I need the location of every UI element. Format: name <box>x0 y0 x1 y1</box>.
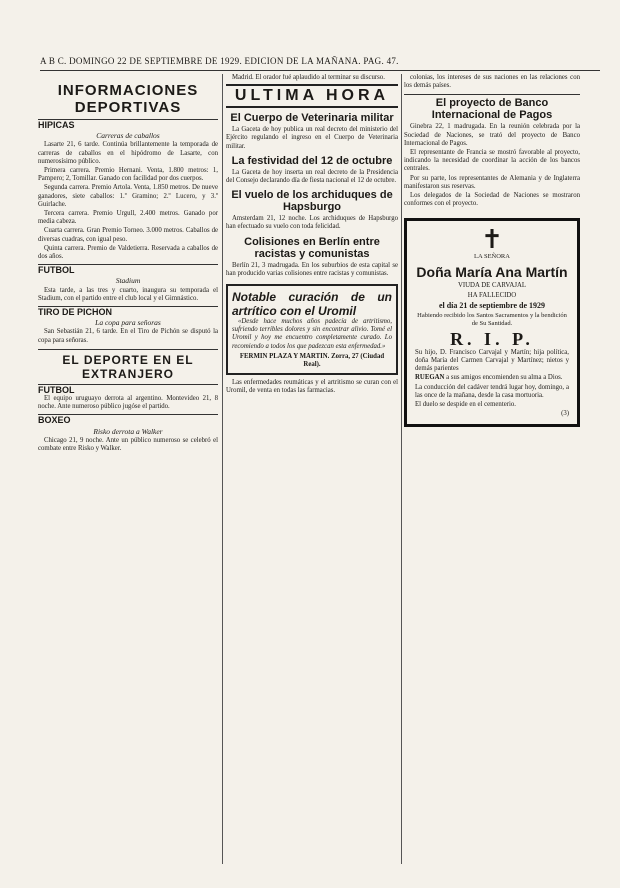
obit-la-senora: LA SEÑORA <box>474 253 510 261</box>
vuelo-heading: El vuelo de los archiduques de Hapsburgo <box>231 189 393 214</box>
ad-signature: FERMIN PLAZA Y MARTIN. Zorra, 27 (Ciudad Real). <box>239 352 385 369</box>
article-paragraph: La Gaceta de hoy inserta un real decreto de la Presidencia del Consejo declarando día de fiesta nacional el 12 de octubre. <box>226 168 398 185</box>
obit-date: el día 21 de septiembre de 1929 <box>438 301 546 311</box>
article-paragraph: La Gaceta de hoy publica un real decreto del ministerio del Ejército regulando el ingreso en el Cuerpo de Veterinaria militar. <box>226 126 398 150</box>
tiro-heading: TIRO DE PICHON <box>38 306 218 316</box>
boxeo-heading: BOXEO <box>38 414 218 424</box>
ad-text: «Desde hace muchos años padecía de artritismo, sufriendo terribles dolores y sin encontrar alivio. Tomé el Uromil y hoy me encuentro completamente curado. Lo recomiendo a todos los que padezcan esta enfermedad.» <box>232 318 392 350</box>
obit-sacramentos: Habiendo recibido los Santos Sacramentos y la bendición de Su Santidad. <box>417 312 567 328</box>
hipicas-heading: HIPICAS <box>38 119 218 129</box>
festividad-heading: La festividad del 12 de octubre <box>231 154 393 167</box>
article-paragraph: Chicago 21, 9 noche. Ante un público numeroso se celebró el combate entre Risko y Walker. <box>38 436 218 453</box>
obit-rip: R. I. P. <box>450 328 534 349</box>
cross-icon: ✝ <box>481 225 503 255</box>
colisiones-heading: Colisiones en Berlín entre racistas y comunistas <box>244 235 380 260</box>
obituary-box <box>404 218 580 427</box>
article-paragraph: Por su parte, los representantes de Alemania y de Inglaterra manifestaron sus reservas. <box>404 174 580 190</box>
futbol-subheading: Stadium <box>115 276 141 286</box>
column-2 <box>226 74 398 874</box>
extranjero-title: EL DEPORTE EN EL EXTRANJERO <box>38 349 218 381</box>
column-1 <box>38 74 218 874</box>
article-paragraph: Tercera carrera. Premio Urgull, 2.400 metros. Ganado por media cabeza. <box>38 210 218 226</box>
obit-details: La conducción del cadáver tendrá lugar hoy, domingo, a las once de la mañana, desde la casa mortuoria. <box>415 383 569 399</box>
article-paragraph: Los delegados de la Sociedad de Naciones se mostraron conformes con el proyecto. <box>404 192 580 208</box>
article-paragraph: Segunda carrera. Premio Artola. Venta, 1.850 metros. De nueve ganadores, siete caballos: 1.º Gramino; 2.º Lucero, y 3.º Guirlache. <box>38 184 218 208</box>
obit-duelo: El duelo se despide en el cementerio. <box>415 401 516 409</box>
obit-code: (3) <box>561 410 569 418</box>
article-paragraph: Esta tarde, a las tres y cuarto, inaugura su temporada el Stadium, con el partido entre el club local y el Gimnástico. <box>38 286 218 302</box>
obit-family: Su hijo, D. Francisco Carvajal y Martín; hija política, doña María del Carmen Carvajal y Martínez; nietos y demás parientes <box>415 348 569 373</box>
ultima-hora-banner: ULTIMA HORA <box>226 84 398 108</box>
proyecto-heading: El proyecto de Banco Internacional de Pagos <box>404 94 580 121</box>
column-divider <box>401 74 402 864</box>
obit-ruegan-bold: RUEGAN <box>415 374 445 382</box>
article-paragraph: Las enfermedades reumáticas y el artritismo se curan con el Uromil, de venta en todas las farmacias. <box>226 379 398 395</box>
article-paragraph: San Sebastián 21, 6 tarde. En el Tiro de Pichón se disputó la copa para señoras. <box>38 328 218 344</box>
ad-title: Notable curación de un artrítico con el Uromil <box>232 290 392 319</box>
article-paragraph: Ginebra 22, 1 madrugada. En la reunión celebrada por la Sociedad de Naciones, se trató del proyecto de Banco Internacional de Pagos. <box>404 123 580 147</box>
futbol-heading-2: FUTBOL <box>38 384 218 394</box>
article-paragraph: Lasarte 21, 6 tarde. Continúa brillantemente la temporada de carreras de caballos en el hipódromo de Lasarte, con numerosísimo público. <box>38 141 218 165</box>
obit-viuda: VIUDA DE CARVAJAL <box>457 281 527 289</box>
article-paragraph: Cuarta carrera. Gran Premio Torneo. 3.000 metros. Caballos de diversas cuadras, con igual peso. <box>38 227 218 243</box>
column-divider <box>222 74 223 864</box>
hipicas-subheading: Carreras de caballos <box>96 131 160 141</box>
article-paragraph: El equipo uruguayo derrota al argentino. Montevideo 21, 8 noche. Ante numeroso público jugóse el partido. <box>38 395 218 411</box>
article-paragraph: Berlín 21, 3 madrugada. En los suburbios de esta capital se han producido varias colisiones entre racistas y comunistas. <box>226 261 398 277</box>
article-paragraph: colonias, los intereses de sus naciones en las relaciones con los demás países. <box>404 74 580 90</box>
veterinaria-heading: El Cuerpo de Veterinaria militar <box>230 112 394 125</box>
obit-name: Doña María Ana Martín <box>416 263 568 280</box>
section-title: INFORMACIONES DEPORTIVAS <box>57 82 199 116</box>
article-paragraph: Amsterdam 21, 12 noche. Los archiduques de Hapsburgo han efectuado su vuelo con toda felicidad. <box>226 215 398 231</box>
futbol-heading: FUTBOL <box>38 264 218 274</box>
article-paragraph: Madrid. El orador fué aplaudido al terminar su discurso. <box>232 74 385 81</box>
boxeo-subheading: Risko derrota a Walker <box>93 426 163 436</box>
article-paragraph: Quinta carrera. Premio de Valdetierra. Reservada a caballos de dos años. <box>38 244 218 261</box>
uromil-advertisement <box>226 284 398 375</box>
page-header: A B C. DOMINGO 22 DE SEPTIEMBRE DE 1929. EDICION DE LA MAÑANA. PAG. 47. <box>40 56 600 71</box>
tiro-subheading: La copa para señoras <box>95 318 161 328</box>
obit-ruegan: a sus amigos encomienden su alma a Dios. <box>446 374 563 382</box>
column-3 <box>404 74 580 874</box>
obit-fallecio: HA FALLECIDO <box>467 291 517 299</box>
article-paragraph: Primera carrera. Premio Hernani. Venta, 1.800 metros: 1, Pampero; 2, Tomillar. Ganado con facilidad por dos cuerpos. <box>38 167 218 183</box>
article-paragraph: El representante de Francia se mostró favorable al proyecto, indicando la necesidad de coordinar la acción de los bancos centrales. <box>404 149 580 173</box>
